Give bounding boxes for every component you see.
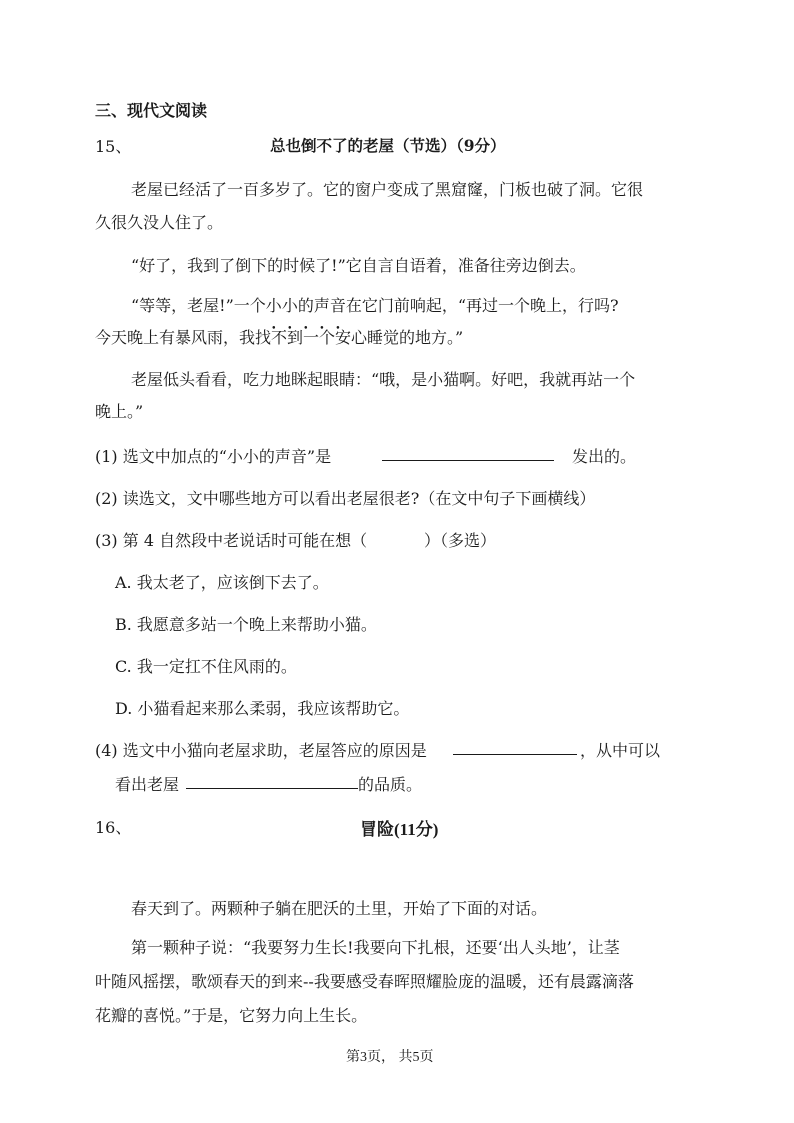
q15-paragraph-3-line-2: 今天晚上有暴风雨，我找不到一个安心睡觉的地方。”	[95, 328, 464, 347]
q16-paragraph-2-line-1: 第一颗种子说：“我要努力生长!我要向下扎根，还要‘出人头地’，让茎	[131, 938, 620, 957]
q15-p3-text-a: “等等，老屋!”一个	[131, 296, 266, 315]
option-c: C. 我一定扛不住风雨的。	[115, 657, 297, 676]
question-16-title: 冒险(11分)	[360, 820, 439, 839]
q16-paragraph-1: 春天到了。两颗种子躺在肥沃的土里，开始了下面的对话。	[131, 899, 548, 918]
q15-sub4-answer-blank-1[interactable]	[453, 738, 577, 755]
q15-sub1-suffix: 发出的。	[572, 447, 637, 466]
q15-sub4-text: (4) 选文中小猫向老屋求助，老屋答应的原因是	[95, 741, 427, 760]
q16-paragraph-2-line-2: 叶随风摇摆，歌颂春天的到来--我要感受春晖照耀脸庞的温暖，还有晨露滴落	[95, 972, 634, 991]
q15-sub1-answer-blank[interactable]	[382, 444, 554, 461]
dotted-char: 小	[281, 296, 298, 315]
dotted-char: 的	[297, 296, 314, 315]
dotted-char: 声	[313, 296, 330, 315]
q15-sub3-answer-blank[interactable]	[378, 528, 424, 550]
question-number-16: 16、	[95, 818, 132, 837]
q15-paragraph-4-line-1: 老屋低头看看，吃力地眯起眼睛：“哦，是小猫啊。好吧，我就再站一个	[131, 370, 636, 389]
question-number-15: 15、	[95, 137, 132, 156]
question-15-title: 总也倒不了的老屋（节选）（9分）	[270, 136, 506, 155]
q15-paragraph-1-line-2: 久很久没人住了。	[95, 213, 224, 232]
q15-sub4-answer-blank-2[interactable]	[186, 772, 358, 789]
option-b: B. 我愿意多站一个晚上来帮助小猫。	[115, 615, 377, 634]
q15-paragraph-3-line-1	[131, 290, 741, 322]
q15-sub3-text: (3) 第 4 自然段中老说话时可能在想（	[95, 531, 368, 550]
page-footer: 第3页， 共5页	[346, 1050, 434, 1065]
q15-sub4-middle: ，从中可以	[580, 741, 661, 760]
section-heading: 三、现代文阅读	[95, 101, 208, 120]
q16-paragraph-2-line-3: 花瓣的喜悦。”于是，它努力向上生长。	[95, 1006, 368, 1025]
q15-sub4-suffix: 的品质。	[358, 775, 423, 794]
q15-sub1-text: (1) 选文中加点的“小小的声音”是	[95, 447, 332, 466]
q15-paragraph-1-line-1: 老屋已经活了一百多岁了。它的窗户变成了黑窟窿，门板也破了洞。它很	[131, 180, 644, 199]
q15-paragraph-4-line-2: 晚上。”	[95, 402, 144, 421]
q15-p3-text-b: 在它门前响起，“再过一个晚上，行吗?	[345, 296, 619, 315]
option-a: A. 我太老了，应该倒下去了。	[115, 573, 329, 592]
q15-paragraph-2: “好了，我到了倒下的时候了!”它自言自语着，准备往旁边倒去。	[131, 256, 586, 275]
dotted-char: 音	[329, 296, 346, 315]
option-d: D. 小猫看起来那么柔弱，我应该帮助它。	[115, 699, 410, 718]
dotted-char: 小	[265, 296, 282, 315]
q15-sub3-suffix: ）（多选）	[424, 531, 497, 550]
q15-sub4-line2-text: 看出老屋	[115, 775, 180, 794]
q15-sub2-text: (2) 读选文，文中哪些地方可以看出老屋很老?（在文中句子下画横线）	[95, 489, 596, 508]
